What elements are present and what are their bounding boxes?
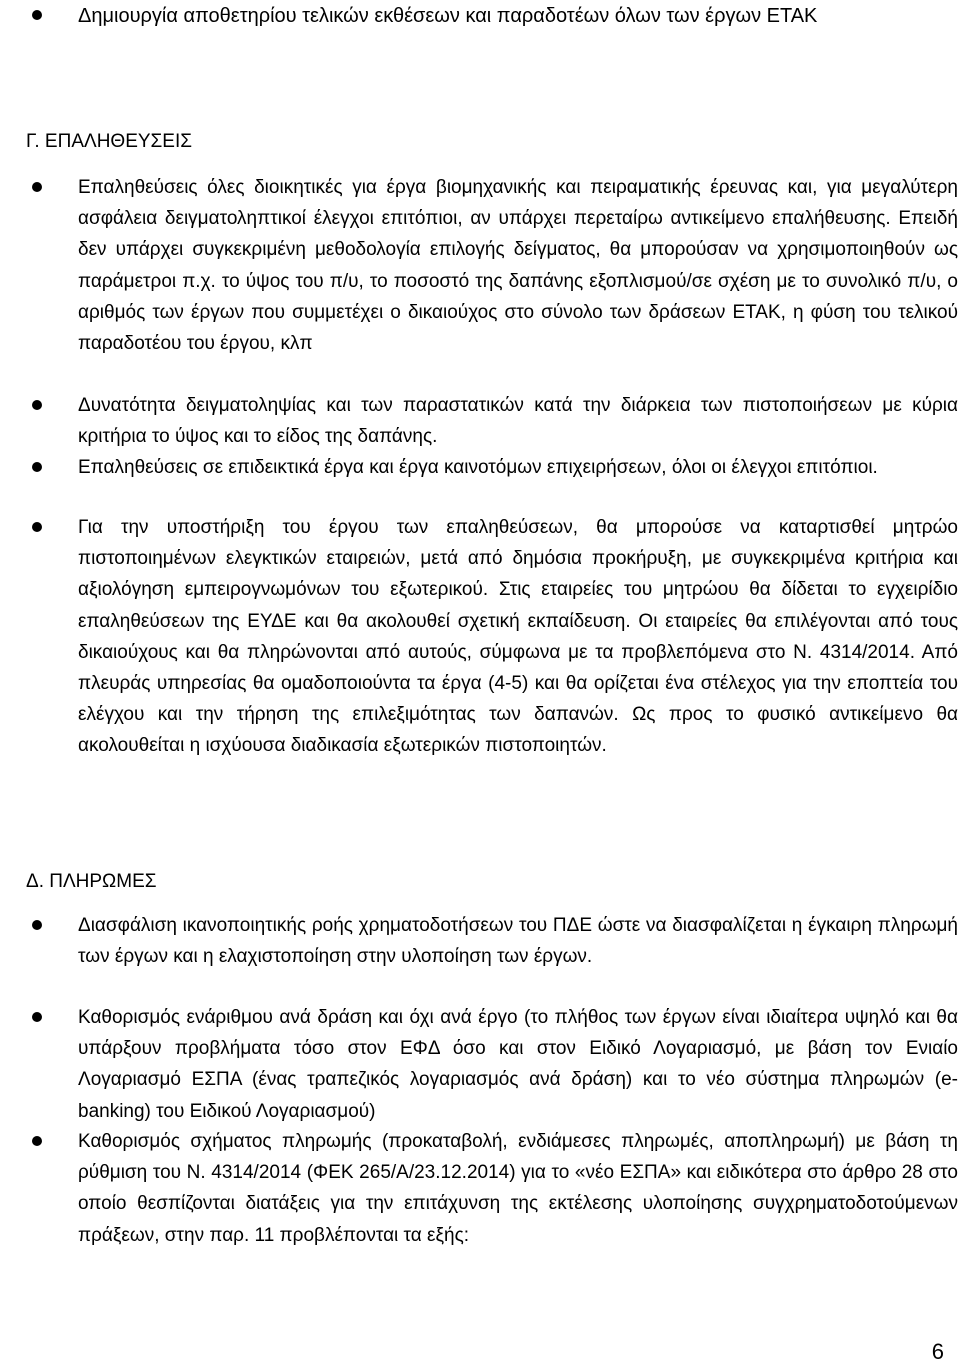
bullet-icon: [32, 1136, 42, 1146]
section-heading-verifications: Γ. ΕΠΑΛΗΘΕΥΣΕΙΣ: [26, 131, 192, 152]
list-item-text: Δημιουργία αποθετηρίου τελικών εκθέσεων και παραδοτέων όλων των έργων ΕΤΑΚ: [78, 5, 818, 27]
list-item-verifications-2: [78, 390, 958, 452]
list-item-payments-2: [78, 1002, 958, 1127]
list-item-verifications-4: [78, 512, 958, 762]
section-heading-payments: Δ. ΠΛΗΡΩΜΕΣ: [26, 871, 157, 892]
list-item-text: Καθορισμός σχήματος πληρωμής (προκαταβολή, ενδιάμεσες πληρωμές, αποπληρωμή) με βάση τη ρύθμιση του Ν. 4314/2014 (ΦΕΚ 265/Α/23.12.2014) για το «νέο ΕΣΠΑ» και ειδικότερα στο άρθρο 28 στο οποίο θεσπίζονται διατάξεις για την επιτάχυνση της εκτέλεσης υλοποίησης συγχρηματοδοτούμενων πράξεων, στην παρ. 11 προβλέπονται τα εξής:: [78, 1131, 958, 1246]
page-number: 6: [931, 1339, 944, 1364]
bullet-icon: [32, 462, 42, 472]
list-item-text: Επαληθεύσεις σε επιδεικτικά έργα και έργα καινοτόμων επιχειρήσεων, όλοι οι έλεγχοι επιτόπιοι.: [78, 457, 878, 478]
bullet-icon: [32, 522, 42, 532]
list-item-text: Διασφάλιση ικανοποιητικής ροής χρηματοδοτήσεων του ΠΔΕ ώστε να διασφαλίζεται η έγκαιρη πληρωμή των έργων και η ελαχιστοποίηση στην υλοποίηση των έργων.: [78, 915, 958, 968]
list-item-payments-3: [78, 1126, 958, 1251]
list-item-deliverables-repository: [78, 0, 958, 33]
bullet-icon: [32, 920, 42, 930]
bullet-icon: [32, 10, 42, 20]
bullet-icon: [32, 1012, 42, 1022]
bullet-icon: [32, 182, 42, 192]
list-item-text: Δυνατότητα δειγματοληψίας και των παραστατικών κατά την διάρκεια των πιστοποιήσεων με κύρια κριτήρια το ύψος και το είδος της δαπάνης.: [78, 395, 958, 448]
bullet-icon: [32, 400, 42, 410]
list-item-verifications-3: [78, 452, 958, 483]
list-item-text: Καθορισμός ενάριθμου ανά δράση και όχι ανά έργο (το πλήθος των έργων είναι ιδιαίτερα υψηλό και θα υπάρξουν προβλήματα τόσο στον ΕΦΔ όσο και στον Ειδικό Λογαριασμό, με βάση τον Ενιαίο Λογαριασμό ΕΣΠΑ (ένας τραπεζικός λογαριασμός ανά δράση) και το νέο σύστημα πληρωμών (e-banking) του Ειδικού Λογαριασμού): [78, 1007, 958, 1122]
list-item-text: Για την υποστήριξη του έργου των επαληθεύσεων, θα μπορούσε να καταρτισθεί μητρώο πιστοποιημένων ελεγκτικών εταιρειών, μετά από δημόσια προκήρυξη, με συγκεκριμένα κριτήρια και αξιολόγηση εμπειρογνωμόνων του εξωτερικού. Στις εταιρείες του μητρώου θα δίδεται το εγχειρίδιο επαληθεύσεων της ΕΥΔΕ και θα ακολουθεί σχετική εκπαίδευση. Οι εταιρείες θα επιλέγονται από τους δικαιούχους και θα πληρώνονται από αυτούς, σύμφωνα με τα προβλεπόμενα στο Ν. 4314/2014. Από πλευράς υπηρεσίας θα ομαδοποιούντα τα έργα (4-5) και θα ορίζεται ένα στέλεχος για την εποπτεία του ελέγχου και την τήρηση της επιλεξιμότητας των δαπανών. Ως προς το φυσικό αντικείμενο θα ακολουθείται η ισχύουσα διαδικασία εξωτερικών πιστοποιητών.: [78, 517, 958, 757]
list-item-verifications-1: [78, 172, 958, 359]
list-item-text: Επαληθεύσεις όλες διοικητικές για έργα βιομηχανικής και πειραματικής έρευνας και, για μεγαλύτερη ασφάλεια δειγματοληπτικοί έλεγχοι επιτόπιοι, αν υπάρχει περεταίρω αντικείμενο επαλήθευσης. Επειδή δεν υπάρχει συγκεκριμένη μεθοδολογία επιλογής δείγματος, θα μπορούσαν να χρησιμοποιηθούν ως παράμετροι π.χ. το ύψος του π/υ, το ποσοστό της δαπάνης εξοπλισμού/σε σχέση με το συνολικό π/υ, ο αριθμός των έργων που συμμετέχει ο δικαιούχος στο σύνολο των δράσεων ΕΤΑΚ, η φύση του τελικού παραδοτέου του έργου, κλπ: [78, 177, 958, 355]
list-item-payments-1: [78, 910, 958, 972]
